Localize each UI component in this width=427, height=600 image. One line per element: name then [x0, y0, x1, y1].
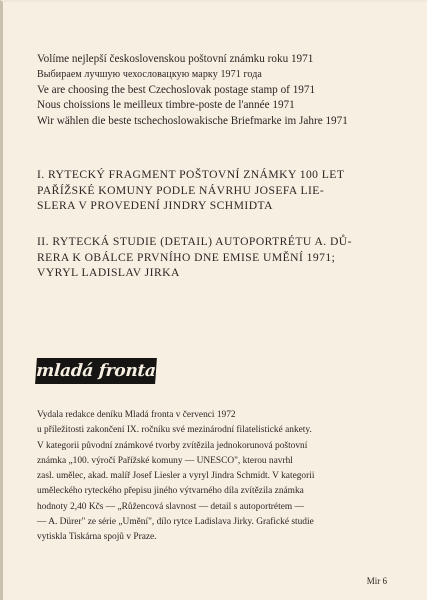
intro-line-czech: Volíme nejlepší československou poštovní známku roku 1971: [37, 53, 314, 65]
publisher-line: u příležitosti zakončení IX. ročníku své mezinárodní filatelistické ankety.: [37, 425, 312, 436]
item-one-line: PAŘÍŽSKÉ KOMUNY PODLE NÁVRHU JOSEFA LIE-: [37, 183, 325, 197]
publisher-line: hodnoty 2,40 Kčs — „Růžencová slavnost — detail s autoportrétem —: [37, 501, 304, 512]
publisher-line: Vydala redakce deníku Mladá fronta v červenci 1972: [37, 410, 236, 420]
intro-line-russian: Выбираем лучшую чехословацкую марку 1971 года: [37, 69, 262, 81]
intro-block: [37, 52, 422, 129]
publisher-line: známka „100. výročí Pařížské komuny — UNESCO", kterou navrhl: [37, 455, 293, 466]
publisher-line: vytiskla Tiskárna spojů v Praze.: [37, 532, 157, 543]
publisher-note: [37, 408, 422, 546]
item-two-line: II. RYTECKÁ STUDIE (DETAIL) AUTOPORTRÉTU A. DŮ-: [37, 235, 352, 248]
publisher-line: V kategorii původní známkové tvorby zvítězila jednokorunová poštovní: [37, 440, 308, 451]
item-one: [37, 167, 417, 214]
intro-line-german: Wir wählen die beste tschechoslowakische Briefmarke im Jahre 1971: [37, 114, 348, 127]
print-code: Mir 6: [366, 576, 387, 586]
intro-line-english: Ve are choosing the best Czechoslovak postage stamp of 1971: [37, 83, 316, 96]
intro-line-french: Nous choissions le meilleux timbre-poste de l'année 1971: [37, 99, 295, 112]
item-two-line: VYRYL LADISLAV JIRKA: [37, 266, 180, 280]
publisher-line: — A. Dürer" ze série „Umění", dílo rytce Ladislava Jirky. Grafické studie: [37, 517, 314, 528]
publisher-line: zasl. umělec, akad. malíř Josef Liesler a vyryl Jindra Schmidt. V kategorii: [37, 471, 315, 482]
mlada-fronta-logo: mladá fronta: [35, 358, 157, 384]
item-one-line: I. RYTECKÝ FRAGMENT POŠTOVNÍ ZNÁMKY 100 LET: [37, 168, 345, 181]
item-two-line: RERA K OBÁLCE PRVNÍHO DNE EMISE UMĚNÍ 1971;: [37, 250, 336, 264]
publisher-line: uměleckého ryteckého přepisu jiného výtvarného díla zvítězila známka: [37, 486, 304, 497]
item-one-line: SLERA V PROVEDENÍ JINDRY SCHMIDTA: [37, 199, 273, 213]
item-two: [37, 234, 417, 281]
